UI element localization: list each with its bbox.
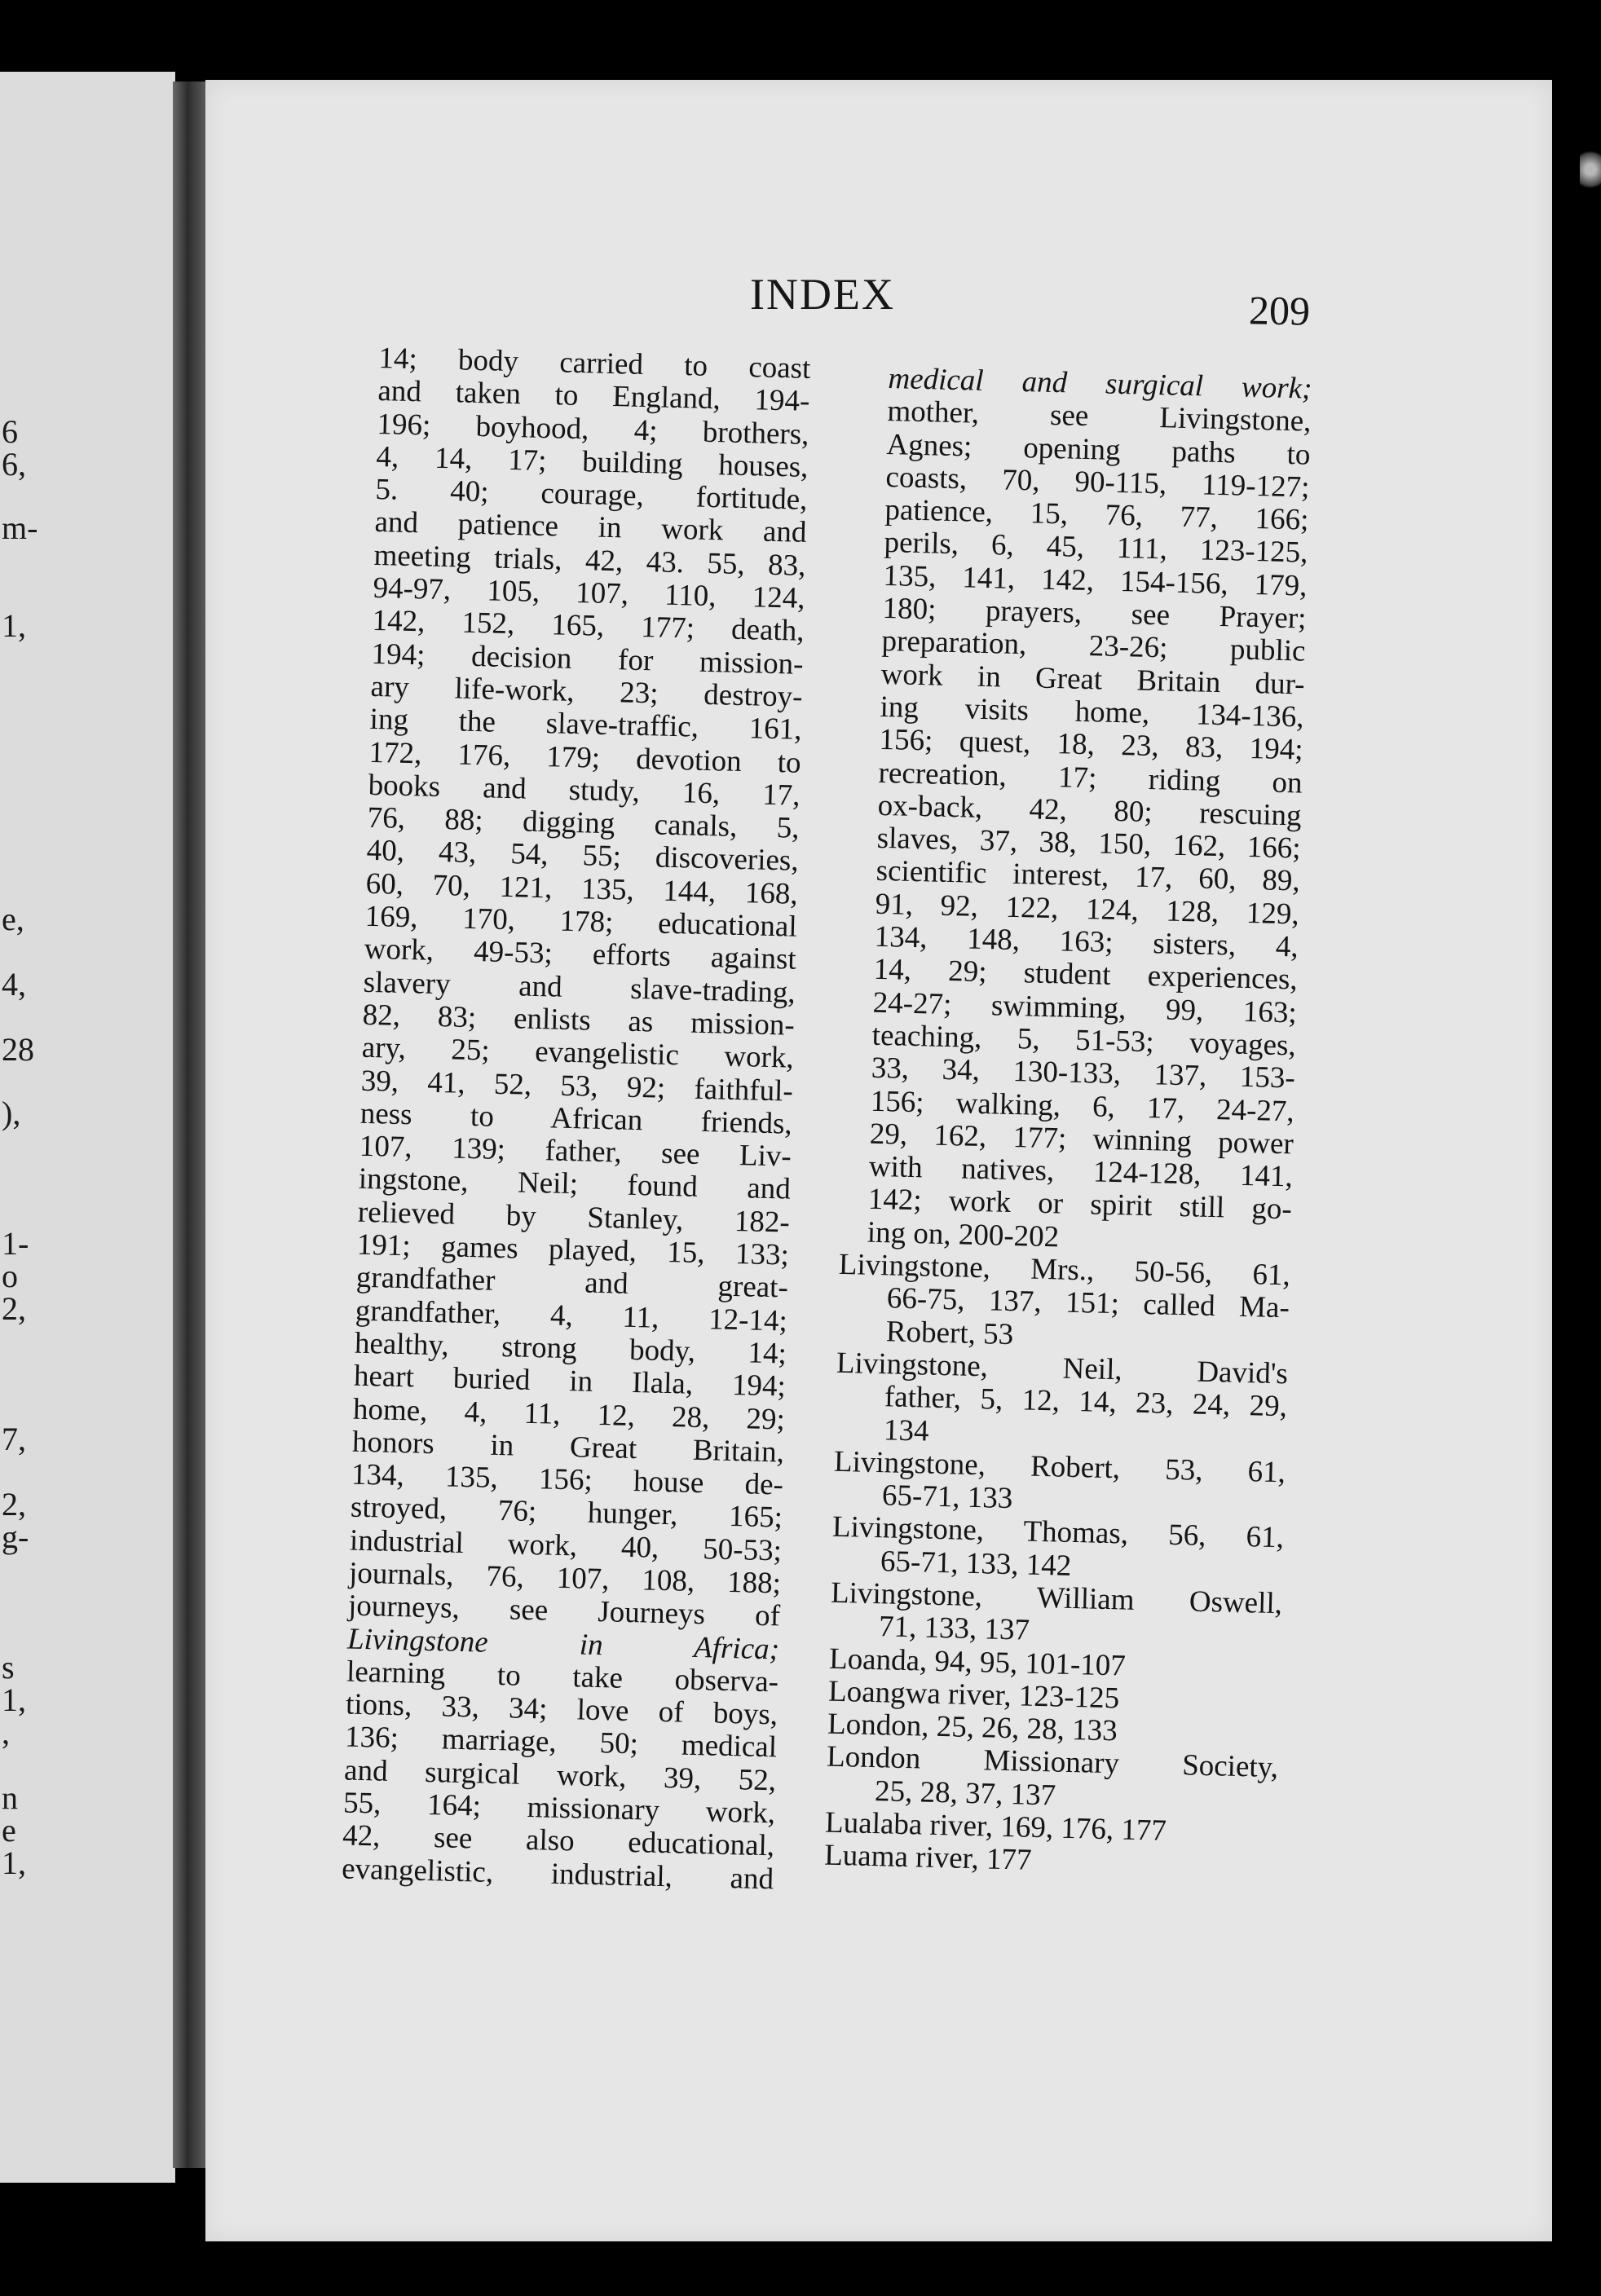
index-line: teaching, 5, 51-53; voyages, [871, 1018, 1297, 1063]
left-page-text-fragment: e, [2, 901, 24, 937]
index-line: ing the slave-traffic, 161, [369, 703, 803, 747]
index-line: heart buried in Ilala, 194; [353, 1359, 787, 1404]
index-line: industrial work, 40, 50-53; [349, 1523, 783, 1568]
left-page-text-fragment: 2, [2, 1290, 26, 1327]
index-line: 65-71, 133, 142 [880, 1544, 1072, 1583]
page-title: INDEX [750, 270, 895, 319]
index-line: father, 5, 12, 14, 23, 24, 29, [884, 1380, 1288, 1424]
left-page-text-fragment: 6 [2, 413, 18, 450]
index-entry-heading: Loanda, 94, 95, 101-107 [828, 1642, 1127, 1683]
index-line: 25, 28, 37, 137 [874, 1774, 1056, 1813]
left-page-text-fragment: 28 [2, 1031, 34, 1068]
index-line: journals, 76, 107, 108, 188; [348, 1556, 782, 1601]
index-line: 172, 176, 179; devotion to [368, 735, 802, 780]
index-line: grandfather and great- [355, 1260, 789, 1305]
index-line: 196; boyhood, 4; brothers, [377, 407, 809, 452]
index-column-left [342, 342, 811, 1896]
index-line: 40, 43, 54, 55; discoveries, [366, 834, 800, 879]
index-entry-heading: Livingstone, William Oswell, [830, 1575, 1283, 1621]
index-line: grandfather, 4, 11, 12-14; [355, 1293, 788, 1338]
index-line: 134, 148, 163; sisters, 4, [874, 919, 1299, 964]
index-line: 156; quest, 18, 23, 83, 194; [879, 723, 1304, 767]
index-line: mother, see Livingstone, [887, 394, 1312, 438]
index-line: medical and surgical work; [888, 362, 1312, 406]
index-line: 76, 88; digging canals, 5, [367, 800, 800, 845]
index-line: meeting trials, 42, 43. 55, 83, [373, 538, 806, 583]
index-line: tions, 33, 34; love of boys, [345, 1687, 778, 1732]
index-line: 24-27; swimming, 99, 163; [872, 985, 1298, 1030]
left-page-text-fragment: 7, [2, 1421, 26, 1457]
index-line: Agnes; opening paths to [886, 427, 1311, 472]
left-page-text-fragment: 1, [2, 607, 26, 644]
scan-artifact [1580, 145, 1601, 194]
index-line: slaves, 37, 38, 150, 162, 166; [876, 821, 1302, 866]
index-entry-heading: Livingstone, Robert, 53, 61, [833, 1444, 1286, 1490]
index-entry-heading: London Missionary Society, [826, 1740, 1279, 1785]
page-number: 209 [1248, 287, 1311, 334]
left-page-text-fragment: ), [2, 1095, 21, 1131]
index-line: ary life-work, 23; destroy- [370, 669, 804, 714]
index-line: 180; prayers, see Prayer; [882, 591, 1307, 636]
index-line: 55, 164; missionary work, [342, 1786, 776, 1831]
index-line: 134 [883, 1412, 929, 1448]
index-line: Livingstone in Africa; [346, 1622, 780, 1667]
index-line: 142, 152, 165, 177; death, [372, 604, 805, 649]
index-entry-heading: Loangwa river, 123-125 [827, 1674, 1120, 1716]
index-line: books and study, 16, 17, [368, 768, 801, 813]
index-line: ness to African friends, [359, 1096, 793, 1141]
index-line: 94-97, 105, 107, 110, 124, [373, 571, 805, 615]
index-line: perils, 6, 45, 111, 123-125, [884, 526, 1308, 571]
index-line: 71, 133, 137 [878, 1610, 1030, 1647]
index-line: 82, 83; enlists as mission- [362, 998, 796, 1042]
index-line: relieved by Stanley, 182- [357, 1195, 791, 1240]
left-page-text-fragment: 2, [2, 1486, 26, 1523]
index-line: preparation, 23-26; public [881, 624, 1306, 668]
index-line: with natives, 124-128, 141, [868, 1149, 1294, 1194]
index-line: 42, see also educational, [342, 1818, 775, 1863]
index-line: slavery and slave-trading, [363, 965, 796, 1010]
index-line: 142; work or spirit still go- [867, 1183, 1293, 1227]
left-page-text-fragment: 1, [2, 1844, 26, 1881]
index-line: 156; walking, 6, 17, 24-27, [870, 1084, 1295, 1128]
index-line: patience, 15, 76, 77, 166; [884, 493, 1309, 537]
index-line: home, 4, 11, 12, 28, 29; [352, 1392, 786, 1437]
left-page-text-fragment: e [2, 1812, 16, 1849]
index-entry-heading: Luama river, 177 [823, 1838, 1032, 1878]
index-line: 135, 141, 142, 154-156, 179, [883, 558, 1308, 603]
left-page-text-fragment: n [2, 1779, 18, 1816]
left-page-text-fragment: o [2, 1258, 18, 1294]
index-line: healthy, strong body, 14; [354, 1326, 787, 1371]
index-line: 60, 70, 121, 135, 144, 168, [365, 866, 799, 911]
left-page-text-fragment: 1- [2, 1225, 29, 1262]
book-gutter [173, 82, 205, 2168]
index-line: and taken to England, 194- [377, 374, 810, 419]
left-facing-page-fragment [0, 72, 175, 2183]
index-line: 14, 29; student experiences, [873, 953, 1299, 997]
left-page-text-fragment: 6, [2, 446, 26, 483]
index-line: 134, 135, 156; house de- [351, 1457, 784, 1502]
index-line: ary, 25; evangelistic work, [361, 1030, 795, 1075]
index-line: honors in Great Britain, [351, 1425, 785, 1470]
index-line: 29, 162, 177; winning power [869, 1117, 1294, 1161]
index-line: work, 49-53; efforts against [364, 932, 797, 977]
index-line: 107, 139; father, see Liv- [359, 1129, 792, 1174]
index-line: and surgical work, 39, 52, [343, 1753, 777, 1798]
index-line: coasts, 70, 90-115, 119-127; [885, 460, 1310, 505]
index-entry-heading: Livingstone, Mrs., 50-56, 61, [838, 1247, 1291, 1293]
left-page-text-fragment: g- [2, 1518, 29, 1555]
index-line: ox-back, 42, 80; rescuing [877, 788, 1303, 833]
left-page-text-fragment: 1, [2, 1681, 26, 1718]
left-page-text-fragment: , [2, 1714, 10, 1751]
index-line: 14; body carried to coast [378, 342, 811, 386]
index-line: Robert, 53 [885, 1314, 1014, 1351]
index-line: evangelistic, industrial, and [341, 1852, 774, 1897]
left-page-text-fragment: m- [2, 509, 38, 546]
index-line: journeys, see Journeys of [347, 1589, 781, 1633]
index-line: 136; marriage, 50; medical [344, 1720, 778, 1765]
index-line: 5. 40; courage, fortitude, [375, 473, 808, 518]
index-line: ing on, 200-202 [867, 1215, 1060, 1254]
index-line: 66-75, 137, 151; called Ma- [886, 1281, 1290, 1325]
index-line: 65-71, 133 [881, 1479, 1013, 1516]
index-line: scientific interest, 17, 60, 89, [875, 854, 1301, 898]
index-line: 169, 170, 178; educational [364, 899, 798, 944]
index-entry-heading: Lualaba river, 169, 176, 177 [824, 1805, 1167, 1848]
index-line: stroyed, 76; hunger, 165; [350, 1490, 783, 1535]
index-line: ingstone, Neil; found and [358, 1162, 792, 1207]
index-line: 191; games played, 15, 133; [356, 1227, 790, 1272]
index-line: and patience in work and [374, 505, 807, 550]
index-line: recreation, 17; riding on [878, 756, 1303, 800]
index-column-right [823, 362, 1312, 1884]
index-line: 91, 92, 122, 124, 128, 129, [875, 887, 1300, 932]
index-line: 4, 14, 17; building houses, [376, 439, 809, 484]
index-line: ing visits home, 134-136, [880, 690, 1305, 734]
index-line: work in Great Britain dur- [880, 657, 1306, 702]
index-line: learning to take observa- [346, 1655, 779, 1699]
left-page-text-fragment: s [2, 1649, 15, 1686]
index-entry-heading: Livingstone, Neil, David's [836, 1346, 1289, 1391]
index-entry-heading: Livingstone, Thomas, 56, 61, [831, 1510, 1285, 1555]
index-line: 39, 41, 52, 53, 92; faithful- [360, 1064, 794, 1108]
index-line: 194; decision for mission- [371, 637, 805, 681]
index-line: 33, 34, 130-133, 137, 153- [871, 1051, 1296, 1095]
index-entry-heading: London, 25, 26, 28, 133 [827, 1707, 1118, 1748]
left-page-text-fragment: 4, [2, 966, 26, 1003]
